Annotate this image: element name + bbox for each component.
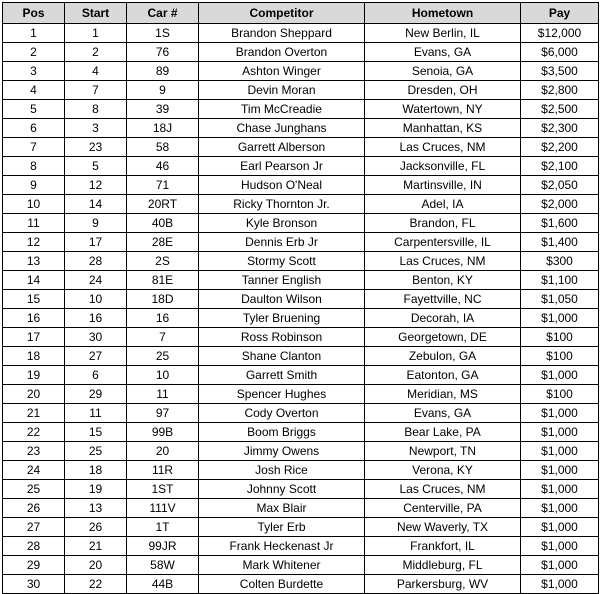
cell-start: 14: [65, 195, 127, 214]
header-hometown: Hometown: [365, 3, 521, 24]
cell-start: 5: [65, 157, 127, 176]
cell-hometown: Zebulon, GA: [365, 347, 521, 366]
cell-competitor: Daulton Wilson: [199, 290, 365, 309]
cell-pos: 2: [3, 43, 65, 62]
cell-hometown: Watertown, NY: [365, 100, 521, 119]
cell-competitor: Max Blair: [199, 499, 365, 518]
cell-start: 10: [65, 290, 127, 309]
cell-competitor: Ross Robinson: [199, 328, 365, 347]
cell-start: 25: [65, 442, 127, 461]
cell-pos: 20: [3, 385, 65, 404]
cell-pos: 30: [3, 575, 65, 594]
table-row: [3, 518, 599, 537]
cell-competitor: Spencer Hughes: [199, 385, 365, 404]
cell-competitor: Josh Rice: [199, 461, 365, 480]
cell-start: 28: [65, 252, 127, 271]
table-row: [3, 385, 599, 404]
cell-hometown: Adel, IA: [365, 195, 521, 214]
cell-pay: $1,000: [521, 423, 599, 442]
cell-car-number: 10: [127, 366, 199, 385]
cell-hometown: Parkersburg, WV: [365, 575, 521, 594]
cell-car-number: 58W: [127, 556, 199, 575]
cell-car-number: 97: [127, 404, 199, 423]
cell-hometown: Benton, KY: [365, 271, 521, 290]
header-start: Start: [65, 3, 127, 24]
cell-car-number: 11: [127, 385, 199, 404]
cell-pos: 11: [3, 214, 65, 233]
cell-competitor: Devin Moran: [199, 81, 365, 100]
cell-hometown: Manhattan, KS: [365, 119, 521, 138]
cell-car-number: 111V: [127, 499, 199, 518]
table-row: [3, 556, 599, 575]
cell-start: 1: [65, 24, 127, 43]
cell-pos: 10: [3, 195, 65, 214]
table-row: [3, 328, 599, 347]
cell-hometown: Las Cruces, NM: [365, 480, 521, 499]
cell-pay: $1,000: [521, 366, 599, 385]
cell-start: 29: [65, 385, 127, 404]
cell-start: 22: [65, 575, 127, 594]
table-row: [3, 499, 599, 518]
cell-hometown: Senoia, GA: [365, 62, 521, 81]
table-row: [3, 43, 599, 62]
cell-competitor: Brandon Sheppard: [199, 24, 365, 43]
cell-hometown: Dresden, OH: [365, 81, 521, 100]
cell-pos: 24: [3, 461, 65, 480]
cell-pay: $2,000: [521, 195, 599, 214]
cell-pos: 3: [3, 62, 65, 81]
cell-pos: 7: [3, 138, 65, 157]
cell-competitor: Earl Pearson Jr: [199, 157, 365, 176]
cell-competitor: Dennis Erb Jr: [199, 233, 365, 252]
cell-hometown: Georgetown, DE: [365, 328, 521, 347]
cell-pos: 4: [3, 81, 65, 100]
cell-start: 9: [65, 214, 127, 233]
header-car-number: Car #: [127, 3, 199, 24]
cell-car-number: 1T: [127, 518, 199, 537]
cell-car-number: 16: [127, 309, 199, 328]
table-row: [3, 537, 599, 556]
header-pos: Pos: [3, 3, 65, 24]
cell-car-number: 7: [127, 328, 199, 347]
cell-start: 30: [65, 328, 127, 347]
cell-start: 7: [65, 81, 127, 100]
table-row: [3, 347, 599, 366]
cell-start: 18: [65, 461, 127, 480]
cell-start: 19: [65, 480, 127, 499]
cell-start: 11: [65, 404, 127, 423]
cell-pos: 1: [3, 24, 65, 43]
cell-car-number: 2S: [127, 252, 199, 271]
cell-start: 26: [65, 518, 127, 537]
cell-pay: $1,000: [521, 575, 599, 594]
header-row: [3, 3, 599, 24]
cell-hometown: Decorah, IA: [365, 309, 521, 328]
cell-pay: $12,000: [521, 24, 599, 43]
cell-start: 24: [65, 271, 127, 290]
cell-car-number: 18D: [127, 290, 199, 309]
cell-pay: $2,050: [521, 176, 599, 195]
cell-car-number: 39: [127, 100, 199, 119]
cell-pos: 26: [3, 499, 65, 518]
cell-competitor: Tyler Bruening: [199, 309, 365, 328]
cell-pos: 9: [3, 176, 65, 195]
cell-start: 17: [65, 233, 127, 252]
cell-car-number: 9: [127, 81, 199, 100]
cell-car-number: 28E: [127, 233, 199, 252]
cell-pos: 8: [3, 157, 65, 176]
cell-pay: $1,000: [521, 309, 599, 328]
cell-car-number: 1S: [127, 24, 199, 43]
cell-car-number: 25: [127, 347, 199, 366]
cell-pay: $1,000: [521, 404, 599, 423]
cell-pay: $1,000: [521, 556, 599, 575]
table-row: [3, 81, 599, 100]
cell-pay: $2,200: [521, 138, 599, 157]
cell-pay: $2,100: [521, 157, 599, 176]
cell-competitor: Garrett Alberson: [199, 138, 365, 157]
cell-start: 6: [65, 366, 127, 385]
cell-hometown: Frankfort, IL: [365, 537, 521, 556]
cell-car-number: 71: [127, 176, 199, 195]
cell-hometown: Brandon, FL: [365, 214, 521, 233]
cell-competitor: Tim McCreadie: [199, 100, 365, 119]
cell-pay: $1,000: [521, 499, 599, 518]
table-row: [3, 271, 599, 290]
cell-pos: 15: [3, 290, 65, 309]
cell-pay: $2,300: [521, 119, 599, 138]
cell-pos: 25: [3, 480, 65, 499]
cell-competitor: Johnny Scott: [199, 480, 365, 499]
cell-hometown: Las Cruces, NM: [365, 252, 521, 271]
cell-hometown: New Berlin, IL: [365, 24, 521, 43]
table-row: [3, 575, 599, 594]
cell-car-number: 81E: [127, 271, 199, 290]
cell-start: 27: [65, 347, 127, 366]
table-row: [3, 442, 599, 461]
cell-hometown: Bear Lake, PA: [365, 423, 521, 442]
cell-hometown: Eatonton, GA: [365, 366, 521, 385]
cell-hometown: Jacksonville, FL: [365, 157, 521, 176]
cell-competitor: Shane Clanton: [199, 347, 365, 366]
cell-competitor: Garrett Smith: [199, 366, 365, 385]
cell-competitor: Brandon Overton: [199, 43, 365, 62]
table-row: [3, 176, 599, 195]
cell-competitor: Jimmy Owens: [199, 442, 365, 461]
cell-pay: $100: [521, 347, 599, 366]
table-row: [3, 62, 599, 81]
cell-pos: 28: [3, 537, 65, 556]
table-row: [3, 138, 599, 157]
cell-car-number: 76: [127, 43, 199, 62]
cell-pos: 6: [3, 119, 65, 138]
cell-car-number: 11R: [127, 461, 199, 480]
cell-competitor: Ashton Winger: [199, 62, 365, 81]
header-pay: Pay: [521, 3, 599, 24]
cell-pos: 5: [3, 100, 65, 119]
cell-hometown: Fayettville, NC: [365, 290, 521, 309]
cell-pos: 21: [3, 404, 65, 423]
cell-pay: $1,000: [521, 461, 599, 480]
cell-pay: $300: [521, 252, 599, 271]
table-row: [3, 309, 599, 328]
cell-pay: $1,000: [521, 537, 599, 556]
cell-hometown: Middleburg, FL: [365, 556, 521, 575]
table-row: [3, 233, 599, 252]
table-row: [3, 214, 599, 233]
table-row: [3, 195, 599, 214]
cell-pos: 22: [3, 423, 65, 442]
cell-pay: $1,000: [521, 442, 599, 461]
cell-car-number: 20: [127, 442, 199, 461]
cell-car-number: 58: [127, 138, 199, 157]
cell-pay: $6,000: [521, 43, 599, 62]
cell-start: 4: [65, 62, 127, 81]
cell-start: 23: [65, 138, 127, 157]
cell-start: 12: [65, 176, 127, 195]
cell-hometown: Evans, GA: [365, 404, 521, 423]
cell-hometown: New Waverly, TX: [365, 518, 521, 537]
cell-car-number: 18J: [127, 119, 199, 138]
cell-start: 13: [65, 499, 127, 518]
cell-pos: 27: [3, 518, 65, 537]
cell-hometown: Centerville, PA: [365, 499, 521, 518]
cell-pos: 18: [3, 347, 65, 366]
cell-car-number: 1ST: [127, 480, 199, 499]
cell-start: 3: [65, 119, 127, 138]
cell-hometown: Evans, GA: [365, 43, 521, 62]
race-results-table: [2, 2, 599, 594]
table-row: [3, 423, 599, 442]
table-row: [3, 119, 599, 138]
cell-pay: $1,000: [521, 480, 599, 499]
cell-competitor: Frank Heckenast Jr: [199, 537, 365, 556]
cell-hometown: Las Cruces, NM: [365, 138, 521, 157]
cell-car-number: 20RT: [127, 195, 199, 214]
cell-pay: $1,400: [521, 233, 599, 252]
cell-pay: $100: [521, 328, 599, 347]
cell-car-number: 46: [127, 157, 199, 176]
table-row: [3, 404, 599, 423]
cell-pay: $1,000: [521, 518, 599, 537]
cell-pay: $2,800: [521, 81, 599, 100]
table-row: [3, 252, 599, 271]
cell-competitor: Colten Burdette: [199, 575, 365, 594]
cell-car-number: 44B: [127, 575, 199, 594]
cell-competitor: Hudson O'Neal: [199, 176, 365, 195]
cell-pay: $1,100: [521, 271, 599, 290]
cell-pos: 16: [3, 309, 65, 328]
cell-competitor: Cody Overton: [199, 404, 365, 423]
cell-competitor: Mark Whitener: [199, 556, 365, 575]
table-row: [3, 366, 599, 385]
cell-car-number: 40B: [127, 214, 199, 233]
cell-competitor: Tanner English: [199, 271, 365, 290]
table-row: [3, 157, 599, 176]
table-header: [3, 3, 599, 24]
table-row: [3, 480, 599, 499]
cell-hometown: Verona, KY: [365, 461, 521, 480]
cell-hometown: Newport, TN: [365, 442, 521, 461]
cell-competitor: Stormy Scott: [199, 252, 365, 271]
cell-start: 15: [65, 423, 127, 442]
cell-start: 21: [65, 537, 127, 556]
cell-competitor: Chase Junghans: [199, 119, 365, 138]
cell-hometown: Carpentersville, IL: [365, 233, 521, 252]
table-row: [3, 290, 599, 309]
cell-pay: $1,600: [521, 214, 599, 233]
cell-pay: $1,050: [521, 290, 599, 309]
table-row: [3, 461, 599, 480]
cell-competitor: Ricky Thornton Jr.: [199, 195, 365, 214]
cell-competitor: Tyler Erb: [199, 518, 365, 537]
cell-pay: $3,500: [521, 62, 599, 81]
cell-pos: 14: [3, 271, 65, 290]
cell-pos: 12: [3, 233, 65, 252]
cell-car-number: 99JR: [127, 537, 199, 556]
header-competitor: Competitor: [199, 3, 365, 24]
cell-pos: 19: [3, 366, 65, 385]
cell-start: 16: [65, 309, 127, 328]
cell-car-number: 89: [127, 62, 199, 81]
cell-start: 8: [65, 100, 127, 119]
cell-start: 2: [65, 43, 127, 62]
cell-start: 20: [65, 556, 127, 575]
table-row: [3, 100, 599, 119]
table-body: [3, 24, 599, 594]
cell-pos: 17: [3, 328, 65, 347]
cell-pos: 23: [3, 442, 65, 461]
cell-pos: 29: [3, 556, 65, 575]
cell-competitor: Kyle Bronson: [199, 214, 365, 233]
table-row: [3, 24, 599, 43]
cell-hometown: Meridian, MS: [365, 385, 521, 404]
cell-hometown: Martinsville, IN: [365, 176, 521, 195]
cell-pos: 13: [3, 252, 65, 271]
cell-pay: $100: [521, 385, 599, 404]
cell-pay: $2,500: [521, 100, 599, 119]
cell-competitor: Boom Briggs: [199, 423, 365, 442]
cell-car-number: 99B: [127, 423, 199, 442]
